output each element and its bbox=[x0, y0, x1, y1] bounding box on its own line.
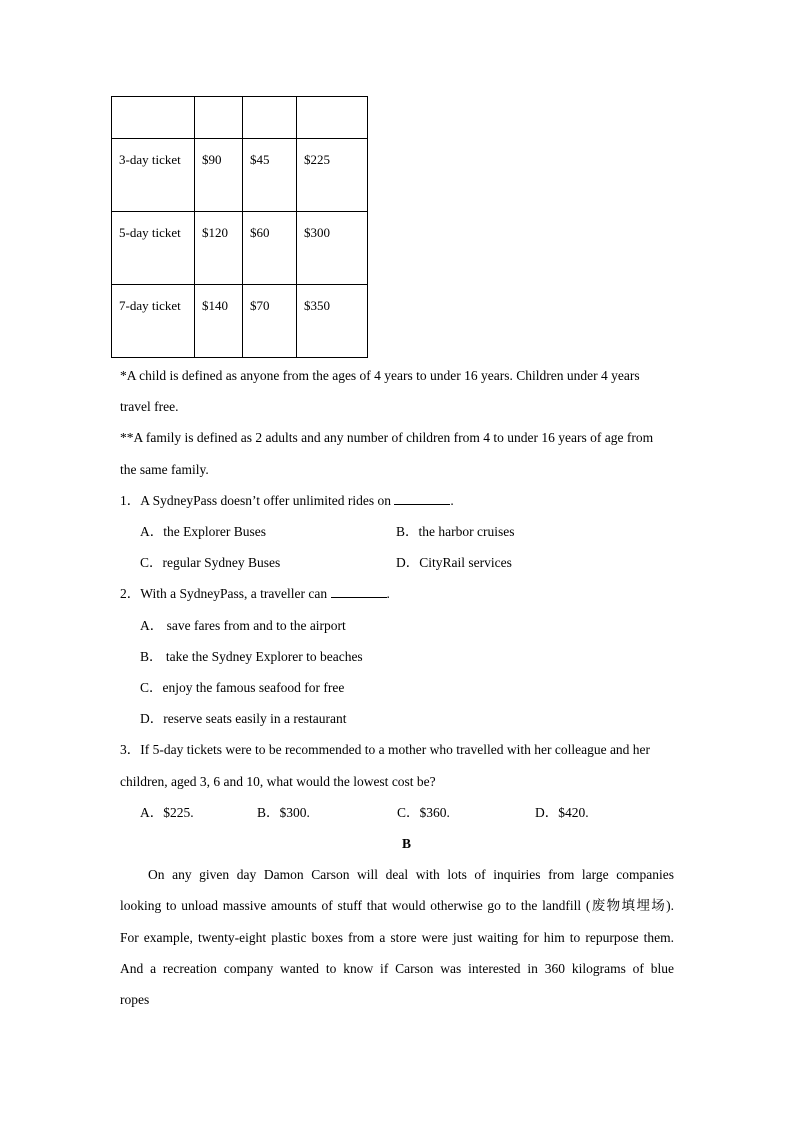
table-cell: $60 bbox=[243, 212, 297, 285]
option-b: B．$300. bbox=[257, 805, 310, 820]
option-c: C．$360. bbox=[397, 805, 450, 820]
table-header-cell bbox=[112, 97, 195, 139]
child-note-cont: travel free. bbox=[120, 399, 179, 414]
paragraph-line: And a recreation company wanted to know if Carson was interested in 360 kilograms of blue bbox=[120, 961, 674, 976]
paragraph-line: looking to unload massive amounts of stuff that would otherwise go to the landfill (废物填埋场). bbox=[120, 898, 674, 913]
table-cell: $70 bbox=[243, 285, 297, 358]
question-stem bbox=[120, 492, 454, 510]
option-a: A．$225. bbox=[140, 805, 194, 820]
table-cell: $120 bbox=[195, 212, 243, 285]
answer-blank bbox=[331, 585, 387, 598]
option-c: C．regular Sydney Buses bbox=[140, 555, 281, 570]
question-text: 2．With a SydneyPass, a traveller can bbox=[120, 586, 328, 601]
table-cell: 3-day ticket bbox=[112, 139, 195, 212]
child-note: *A child is defined as anyone from the ages of 4 years to under 16 years. Children under 4 years bbox=[120, 368, 640, 383]
table-row bbox=[112, 212, 368, 285]
question-stem: 3．If 5-day tickets were to be recommended to a mother who travelled with her colleague and her bbox=[120, 742, 651, 757]
question-stem bbox=[120, 585, 390, 603]
question-stem-cont: children, aged 3, 6 and 10, what would the lowest cost be? bbox=[120, 774, 436, 789]
family-note-cont: the same family. bbox=[120, 462, 209, 477]
question-end: . bbox=[386, 586, 390, 601]
section-heading: B bbox=[402, 836, 412, 851]
table-cell: $90 bbox=[195, 139, 243, 212]
table-header-cell bbox=[243, 97, 297, 139]
option-c: C．enjoy the famous seafood for free bbox=[140, 680, 345, 695]
option-d: D．$420. bbox=[535, 805, 589, 820]
option-a: A．the Explorer Buses bbox=[140, 524, 266, 539]
ticket-price-table bbox=[111, 96, 368, 358]
option-d: D．reserve seats easily in a restaurant bbox=[140, 711, 347, 726]
table-header-cell bbox=[195, 97, 243, 139]
option-b: B．the harbor cruises bbox=[396, 524, 515, 539]
question-end: . bbox=[450, 493, 454, 508]
table-header-cell bbox=[297, 97, 368, 139]
paragraph-line: ropes bbox=[120, 992, 150, 1007]
answer-blank bbox=[394, 492, 450, 505]
table-cell: $350 bbox=[297, 285, 368, 358]
table-cell: 7-day ticket bbox=[112, 285, 195, 358]
table-cell: 5-day ticket bbox=[112, 212, 195, 285]
paragraph-line: For example, twenty-eight plastic boxes from a store were just waiting for him to repurpose them. bbox=[120, 930, 674, 945]
table-header-row bbox=[112, 97, 368, 139]
table-cell: $140 bbox=[195, 285, 243, 358]
option-a: A． save fares from and to the airport bbox=[140, 618, 346, 633]
table-cell: $300 bbox=[297, 212, 368, 285]
table-row bbox=[112, 285, 368, 358]
table-cell: $45 bbox=[243, 139, 297, 212]
family-note: **A family is defined as 2 adults and any number of children from 4 to under 16 years of age from bbox=[120, 430, 654, 445]
option-b: B． take the Sydney Explorer to beaches bbox=[140, 649, 363, 664]
table-row bbox=[112, 139, 368, 212]
paragraph-line: On any given day Damon Carson will deal with lots of inquiries from large companies bbox=[148, 867, 674, 882]
question-text: 1．A SydneyPass doesn’t offer unlimited rides on bbox=[120, 493, 391, 508]
table-cell: $225 bbox=[297, 139, 368, 212]
option-d: D．CityRail services bbox=[396, 555, 512, 570]
